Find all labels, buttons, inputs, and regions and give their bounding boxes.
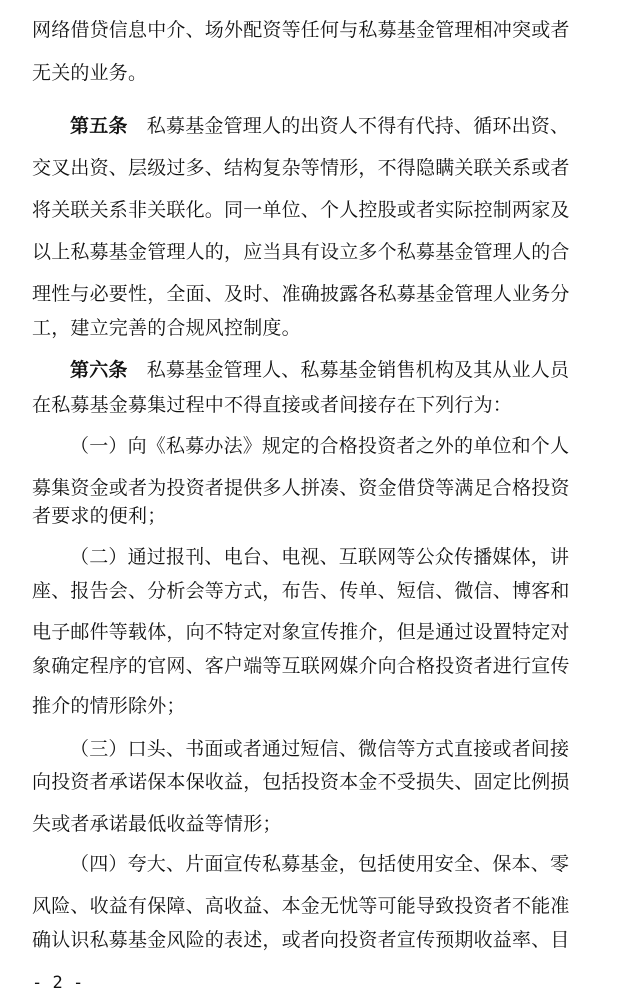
line-text: 将关联关系非关联化。同一单位、个人控股或者实际控制两家及 — [32, 199, 570, 221]
line-text: （三）口头、书面或者通过短信、微信等方式直接或者间接 — [70, 738, 570, 760]
line-text: 理性与必要性，全面、及时、准确披露各私募基金管理人业务分 — [32, 283, 570, 305]
article-6-label: 第六条 — [70, 359, 128, 381]
line-text: 无关的业务。 — [32, 62, 148, 84]
page-number: - 2 - — [32, 973, 84, 993]
line-text: 以上私募基金管理人的，应当具有设立多个私募基金管理人的合 — [32, 241, 570, 263]
line-text: 推介的情形除外； — [32, 695, 186, 717]
line-text: 风险、收益有保障、高收益、本金无忧等可能导致投资者不能准 — [32, 895, 570, 917]
line-text: 在私募基金募集过程中不得直接或者间接存在下列行为： — [32, 394, 513, 416]
line-text: 象确定程序的官网、客户端等互联网媒介向合格投资者进行宣传 — [32, 655, 570, 677]
line-text: 向投资者承诺保本保收益，包括投资本金不受损失、固定比例损 — [32, 771, 570, 793]
line-text: 私募基金管理人、私募基金销售机构及其从业人员 — [127, 359, 570, 381]
item-4-line — [70, 844, 587, 884]
line-text: 座、报告会、分析会等方式，布告、传单、短信、微信、博客和 — [32, 580, 570, 602]
line-text: 工，建立完善的合规风控制度。 — [32, 317, 301, 339]
line-text: 交叉出资、层级过多、结构复杂等情形，不得隐瞒关联关系或者 — [32, 157, 570, 179]
text-line — [32, 190, 587, 230]
line-text: 者要求的便利； — [32, 505, 167, 527]
text-line — [32, 10, 587, 50]
line-text: （一）向《私募办法》规定的合格投资者之外的单位和个人 — [70, 435, 570, 457]
text-line — [32, 686, 587, 726]
text-line — [32, 762, 587, 802]
line-text: 私募基金管理人的出资人不得有代持、循环出资、 — [127, 115, 570, 137]
line-text: 确认识私募基金风险的表述，或者向投资者宣传预期收益率、目 — [32, 929, 570, 951]
text-line — [32, 804, 587, 844]
line-text: 失或者承诺最低收益等情形； — [32, 813, 282, 835]
text-line — [32, 232, 587, 272]
line-text: 电子邮件等载体，向不特定对象宣传推介，但是通过设置特定对 — [32, 621, 570, 643]
line-text: 网络借贷信息中介、场外配资等任何与私募基金管理相冲突或者 — [32, 19, 570, 41]
article-5-heading-line — [70, 106, 587, 146]
text-line — [32, 646, 587, 686]
text-line — [32, 571, 587, 611]
line-text: 募集资金或者为投资者提供多人拼凑、资金借贷等满足合格投资 — [32, 477, 570, 499]
line-text: （二）通过报刊、电台、电视、互联网等公众传播媒体，讲 — [70, 546, 570, 568]
line-text: （四）夸大、片面宣传私募基金，包括使用安全、保本、零 — [70, 853, 570, 875]
item-1-line — [70, 426, 587, 466]
text-line — [32, 920, 587, 960]
text-line — [32, 308, 587, 348]
article-6-heading-line — [70, 350, 587, 390]
text-line — [32, 496, 587, 536]
text-line — [32, 385, 587, 425]
text-line — [32, 148, 587, 188]
article-5-label: 第五条 — [70, 115, 128, 137]
text-line — [32, 53, 587, 93]
